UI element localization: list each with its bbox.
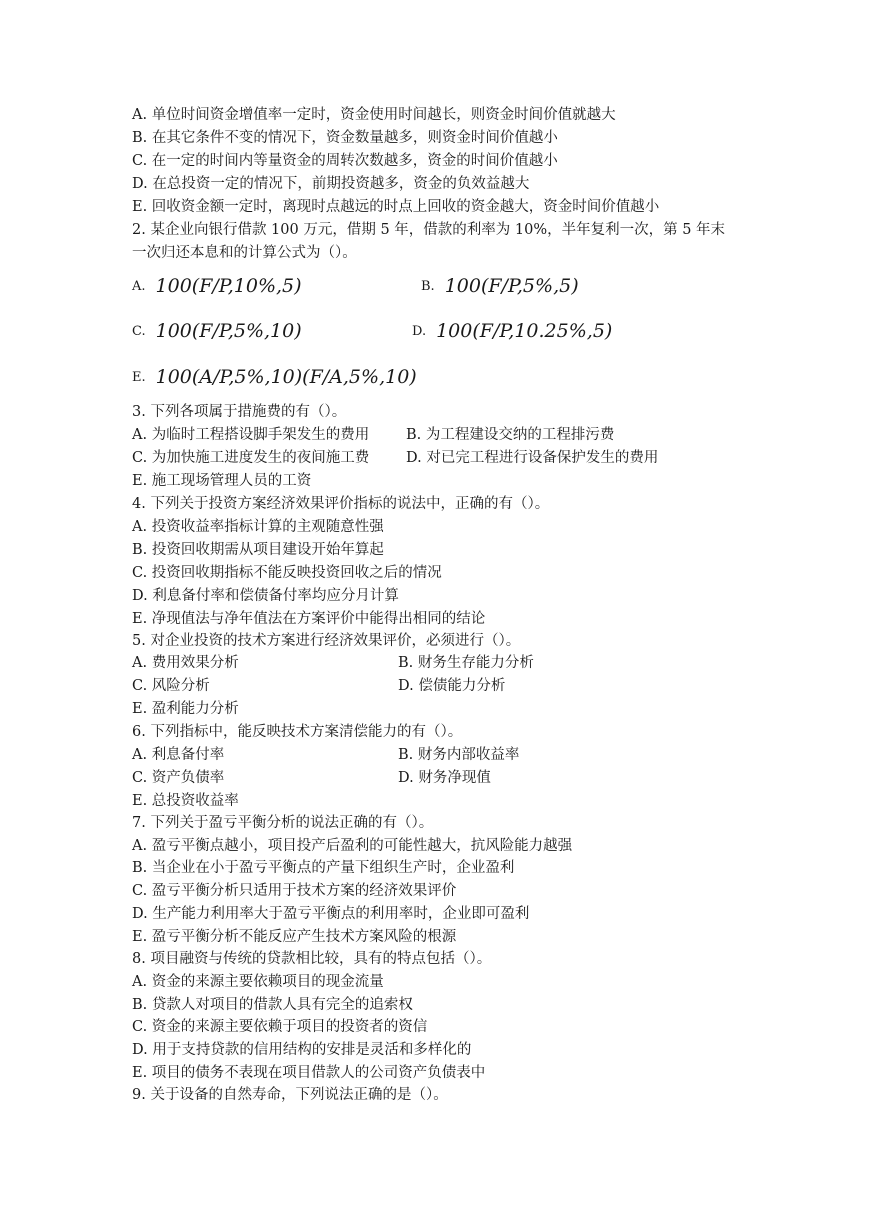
q6-option-e: E. 总投资收益率 (132, 793, 239, 809)
q4-option-e: E. 净现值法与净年值法在方案评价中能得出相同的结论 (132, 611, 486, 627)
q2-option-a-label: A. (132, 279, 146, 294)
q3-option-e: E. 施工现场管理人员的工资 (132, 473, 312, 489)
q1-option-a: A. 单位时间资金增值率一定时，资金使用时间越长，则资金时间价值就越大 (132, 107, 616, 123)
q1-option-b: B. 在其它条件不变的情况下，资金数量越多，则资金时间价值越小 (132, 130, 558, 146)
q2-option-e-label: E. (132, 370, 146, 385)
q2-option-d-label: D. (412, 324, 427, 339)
q9-stem: 9. 关于设备的自然寿命，下列说法正确的是（）。 (132, 1087, 448, 1103)
q7-option-c: C. 盈亏平衡分析只适用于技术方案的经济效果评价 (132, 883, 457, 899)
q2-option-b-label: B. (421, 279, 435, 294)
q2-option-d-formula: 100(F/P,10.25%,5) (436, 320, 613, 342)
q5-option-c: C. 风险分析 (132, 678, 210, 694)
q4-option-b: B. 投资回收期需从项目建设开始年算起 (132, 542, 384, 558)
q2-stem-line1: 2. 某企业向银行借款 100 万元，借期 5 年，借款的利率为 10%，半年复利一次，第 5 年末 (132, 222, 726, 238)
q6-option-c: C. 资产负债率 (132, 770, 225, 786)
q5-option-e: E. 盈利能力分析 (132, 701, 239, 717)
q6-option-b: B. 财务内部收益率 (398, 747, 520, 763)
q3-stem: 3. 下列各项属于措施费的有（）。 (132, 404, 347, 420)
q8-option-b: B. 贷款人对项目的借款人具有完全的追索权 (132, 997, 413, 1013)
q8-option-a: A. 资金的来源主要依赖项目的现金流量 (132, 974, 384, 990)
q4-option-d: D. 利息备付率和偿债备付率均应分月计算 (132, 588, 399, 604)
q4-option-c: C. 投资回收期指标不能反映投资回收之后的情况 (132, 565, 442, 581)
q8-stem: 8. 项目融资与传统的贷款相比较，具有的特点包括（）。 (132, 951, 492, 967)
q2-option-c-label: C. (132, 324, 146, 339)
q8-option-c: C. 资金的来源主要依赖于项目的投资者的资信 (132, 1019, 428, 1035)
q2-option-c (132, 318, 302, 345)
q2-option-c-formula: 100(F/P,5%,10) (155, 320, 302, 342)
q2-option-d (412, 318, 612, 345)
q4-stem: 4. 下列关于投资方案经济效果评价指标的说法中，正确的有（）。 (132, 496, 550, 512)
q5-option-d: D. 偿债能力分析 (398, 678, 506, 694)
q6-option-d: D. 财务净现值 (398, 770, 491, 786)
q5-option-b: B. 财务生存能力分析 (398, 655, 534, 671)
q1-option-e: E. 回收资金额一定时，离现时点越远的时点上回收的资金越大，资金时间价值越小 (132, 199, 660, 215)
q5-stem: 5. 对企业投资的技术方案进行经济效果评价，必须进行（）。 (132, 633, 521, 649)
q1-option-c: C. 在一定的时间内等量资金的周转次数越多，资金的时间价值越小 (132, 153, 558, 169)
q5-option-a: A. 费用效果分析 (132, 655, 239, 671)
q7-option-a: A. 盈亏平衡点越小，项目投产后盈利的可能性越大，抗风险能力越强 (132, 838, 573, 854)
q6-stem: 6. 下列指标中，能反映技术方案清偿能力的有（）。 (132, 724, 463, 740)
q1-option-d: D. 在总投资一定的情况下，前期投资越多，资金的负效益越大 (132, 176, 530, 192)
q3-option-c: C. 为加快施工进度发生的夜间施工费 (132, 450, 370, 466)
q7-option-b: B. 当企业在小于盈亏平衡点的产量下组织生产时，企业盈利 (132, 860, 515, 876)
q2-option-b (421, 273, 579, 300)
q6-option-a: A. 利息备付率 (132, 747, 225, 763)
q3-option-a: A. 为临时工程搭设脚手架发生的费用 (132, 427, 370, 443)
q7-option-e: E. 盈亏平衡分析不能反应产生技术方案风险的根源 (132, 929, 457, 945)
q2-option-a-formula: 100(F/P,10%,5) (155, 275, 302, 297)
q8-option-d: D. 用于支持贷款的信用结构的安排是灵活和多样化的 (132, 1042, 472, 1058)
q2-option-b-formula: 100(F/P,5%,5) (444, 275, 579, 297)
q8-option-e: E. 项目的债务不表现在项目借款人的公司资产负债表中 (132, 1065, 486, 1081)
q3-option-d: D. 对已完工程进行设备保护发生的费用 (406, 450, 659, 466)
q7-stem: 7. 下列关于盈亏平衡分析的说法正确的有（）。 (132, 815, 434, 831)
q2-option-e-formula: 100(A/P,5%,10)(F/A,5%,10) (155, 366, 417, 388)
q4-option-a: A. 投资收益率指标计算的主观随意性强 (132, 519, 384, 535)
q3-option-b: B. 为工程建设交纳的工程排污费 (406, 427, 615, 443)
q2-stem-line2: 一次归还本息和的计算公式为（）。 (132, 245, 357, 261)
q7-option-d: D. 生产能力利用率大于盈亏平衡点的利用率时，企业即可盈利 (132, 906, 530, 922)
q2-option-e (132, 364, 417, 391)
q2-option-a (132, 273, 302, 300)
